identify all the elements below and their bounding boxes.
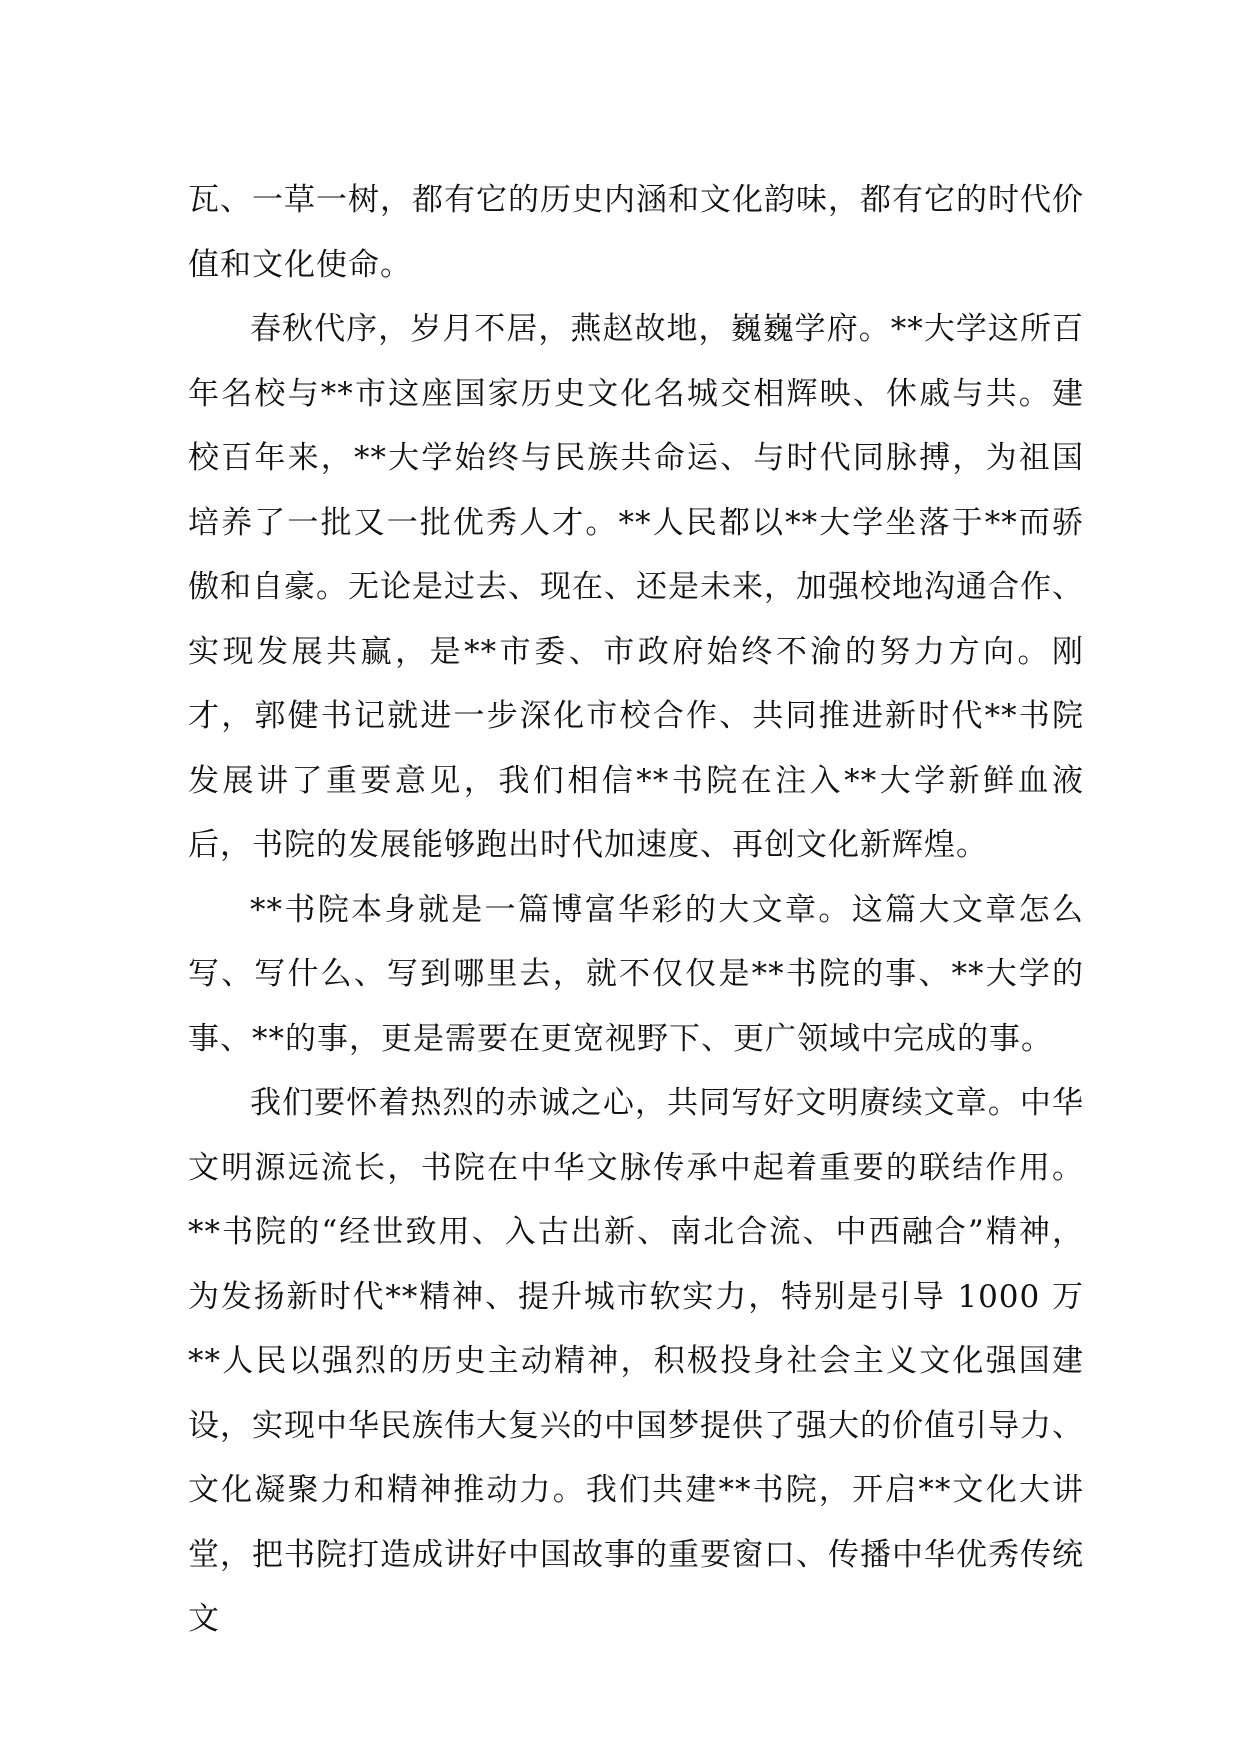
paragraph: **书院本身就是一篇博富华彩的大文章。这篇大文章怎么写、写什么、写到哪里去，就不仅仅是**书院的事、**大学的事、**的事，更是需要在更宽视野下、更广领域中完成的事。 (188, 891, 1084, 1057)
paragraph-continuation: 瓦、一草一树，都有它的历史内涵和文化韵味，都有它的时代价值和文化使命。 (188, 182, 1084, 283)
paragraph: 我们要怀着热烈的赤诚之心，共同写好文明赓续文章。中华文明源远流长，书院在中华文脉传承中起着重要的联结作用。**书院的“经世致用、入古出新、南北合流、中西融合”精神，为发扬新时代**精神、提升城市软实力，特别是引导 1000 万**人民以强烈的历史主动精神，积极投身社会主义文化强国建设，实现中华民族伟大复兴的中国梦提供了强大的价值引导力、文化凝聚力和精神推动力。我们共建**书院，开启**文化大讲堂，把书院打造成讲好中国故事的重要窗口、传播中华优秀传统文 (188, 1085, 1084, 1637)
document-body (188, 168, 1084, 1652)
paragraph: 春秋代序，岁月不居，燕赵故地，巍巍学府。**大学这所百年名校与**市这座国家历史文化名城交相辉映、休戚与共。建校百年来，**大学始终与民族共命运、与时代同脉搏，为祖国培养了一批又一批优秀人才。**人民都以**大学坐落于**而骄傲和自豪。无论是过去、现在、还是未来，加强校地沟通合作、实现发展共赢，是**市委、市政府始终不渝的努力方向。刚才，郭健书记就进一步深化市校合作、共同推进新时代**书院发展讲了重要意见，我们相信**书院在注入**大学新鲜血液后，书院的发展能够跑出时代加速度、再创文化新辉煌。 (188, 311, 1084, 863)
